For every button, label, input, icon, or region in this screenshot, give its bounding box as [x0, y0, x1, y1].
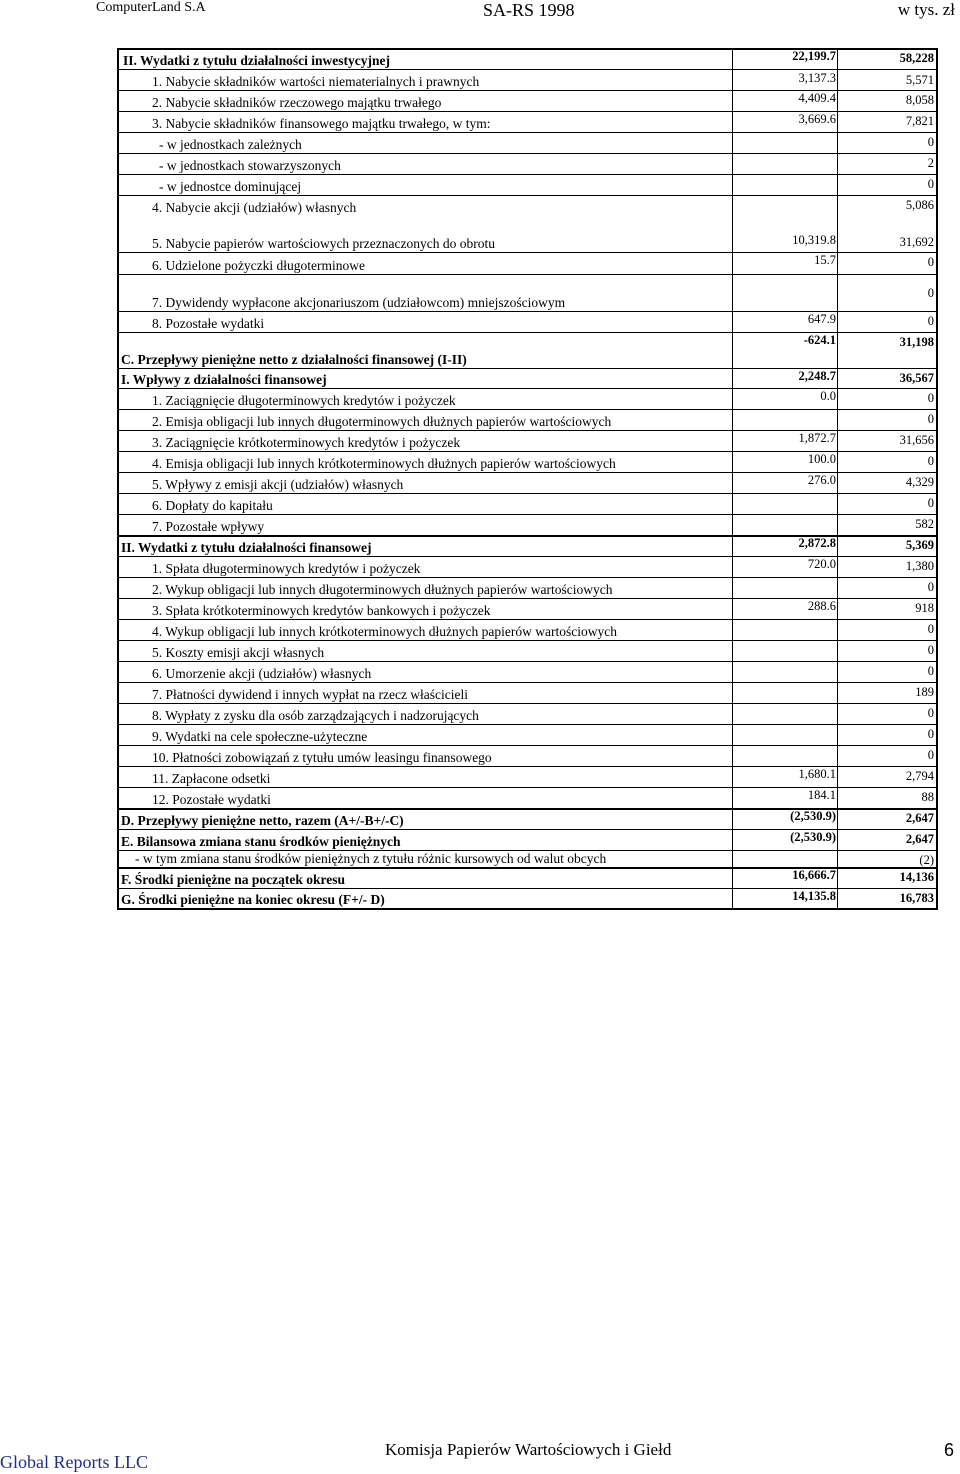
row-label: 7. Dywidendy wypłacone akcjonariuszom (udziałowcom) mniejszościowym	[152, 295, 566, 310]
table-row	[119, 451, 936, 473]
row-label: 5. Nabycie papierów wartościowych przeznaczonych do obrotu	[152, 236, 495, 251]
row-label: 2. Emisja obligacji lub innych długoterminowych dłużnych papierów wartościowych	[152, 414, 612, 429]
table-row	[119, 409, 936, 431]
row-label: 3. Zaciągnięcie krótkoterminowych kredytów i pożyczek	[152, 435, 461, 450]
value-1997: 58,228	[899, 51, 934, 65]
table-row	[119, 514, 936, 537]
table-row	[119, 111, 936, 133]
table-row	[119, 829, 936, 851]
table-row	[119, 766, 936, 788]
value-1998: 22,199.7	[792, 49, 836, 63]
value-1998: 184.1	[807, 788, 836, 802]
value-1998: 14,135.8	[792, 889, 836, 903]
row-label: 6. Dopłaty do kapitału	[152, 498, 273, 513]
table-row	[119, 332, 936, 369]
table-row	[119, 283, 936, 312]
table-row	[119, 48, 936, 70]
value-1997: 31,656	[899, 433, 934, 447]
value-1997: 0	[927, 643, 934, 657]
row-label: 1. Nabycie składników wartości niematerialnych i prawnych	[152, 74, 480, 89]
table-row	[119, 640, 936, 662]
table-row	[119, 598, 936, 620]
footer-publisher: Global Reports LLC	[0, 1452, 148, 1472]
row-label: - w jednostce dominującej	[159, 179, 302, 194]
value-1997: 0	[927, 314, 934, 328]
row-label: 4. Nabycie akcji (udziałów) własnych	[152, 200, 357, 215]
row-label: - w tym zmiana stanu środków pieniężnych z tytułu różnic kursowych od walut obcych	[135, 851, 607, 866]
value-1997: (2)	[919, 853, 934, 867]
value-1997: 31,692	[899, 235, 934, 249]
value-1998: 1,872.7	[798, 431, 836, 445]
table-row	[119, 745, 936, 767]
value-1997: 2,794	[905, 769, 934, 783]
company-name: ComputerLand S.A	[96, 0, 206, 15]
value-1998: 2,872.8	[798, 536, 836, 550]
table-row	[119, 70, 936, 91]
value-1997: 2,647	[905, 832, 934, 846]
table-row	[119, 787, 936, 810]
table-row	[119, 132, 936, 154]
table-row	[119, 619, 936, 641]
value-1997: 0	[927, 391, 934, 405]
value-1997: 16,783	[899, 891, 934, 905]
row-label: 7. Pozostałe wpływy	[152, 519, 265, 534]
row-label: 4. Wykup obligacji lub innych krótkoterminowych dłużnych papierów wartościowych	[152, 624, 617, 639]
value-1997: 0	[927, 664, 934, 678]
row-label: II. Wydatki z tytułu działalności inwestycyjnej	[123, 53, 391, 68]
row-label: D. Przepływy pieniężne netto, razem (A+/-B+/-C)	[121, 813, 404, 828]
row-label: G. Środki pieniężne na koniec okresu (F+/- D)	[121, 892, 385, 907]
table-row	[119, 311, 936, 333]
value-1997: 582	[915, 517, 934, 531]
table-row	[119, 368, 936, 389]
value-1997: 5,369	[905, 538, 934, 552]
value-1997: 31,198	[899, 335, 934, 349]
value-1997: 0	[927, 622, 934, 636]
page-number: 6	[943, 1440, 954, 1460]
table-row	[119, 867, 936, 889]
row-label: F. Środki pieniężne na początek okresu	[121, 872, 346, 887]
value-1997: 36,567	[899, 371, 934, 385]
value-1998: 3,669.6	[798, 112, 836, 126]
table-row	[119, 174, 936, 196]
table-row	[119, 232, 936, 253]
value-1997: 2	[927, 156, 934, 170]
table-row	[119, 90, 936, 112]
row-label: 3. Nabycie składników finansowego majątku trwałego, w tym:	[152, 116, 491, 131]
table-row	[119, 430, 936, 452]
value-1997: 7,821	[905, 114, 934, 128]
table-row	[119, 388, 936, 410]
value-1997: 189	[915, 685, 934, 699]
row-label: - w jednostkach zależnych	[159, 137, 302, 152]
value-1997: 0	[927, 412, 934, 426]
value-1997: 918	[915, 601, 934, 615]
row-label: 6. Udzielone pożyczki długoterminowe	[152, 258, 365, 273]
value-1997: 1,380	[905, 559, 934, 573]
table-row	[119, 493, 936, 515]
value-1997: 0	[927, 496, 934, 510]
value-1998: 276.0	[807, 473, 836, 487]
row-label: - w jednostkach stowarzyszonych	[159, 158, 341, 173]
row-label: 4. Emisja obligacji lub innych krótkoterminowych dłużnych papierów wartościowych	[152, 456, 616, 471]
value-1998: 2,248.7	[798, 369, 836, 383]
value-1998: 15.7	[814, 253, 836, 267]
row-label: 2. Nabycie składników rzeczowego majątku trwałego	[152, 95, 442, 110]
row-label: 3. Spłata krótkoterminowych kredytów bankowych i pożyczek	[152, 603, 491, 618]
value-1998: 1,680.1	[798, 767, 836, 781]
value-1997: 0	[927, 454, 934, 468]
footer-title: Komisja Papierów Wartościowych i Giełd	[385, 1440, 672, 1459]
unit-label: w tys. zł	[897, 0, 955, 19]
value-1997: 88	[921, 790, 934, 804]
value-1998: (2,530.9)	[790, 809, 836, 823]
row-label: 11. Zapłacone odsetki	[152, 771, 271, 786]
table-row	[119, 535, 936, 557]
row-label: 9. Wydatki na cele społeczne-użyteczne	[152, 729, 368, 744]
table-row	[119, 153, 936, 175]
row-label: 1. Zaciągnięcie długoterminowych kredytów i pożyczek	[152, 393, 456, 408]
value-1998: (2,530.9)	[790, 830, 836, 844]
value-1997: 5,086	[905, 198, 934, 212]
value-1998: 16,666.7	[792, 868, 836, 882]
value-1998: 4,409.4	[798, 91, 836, 105]
value-1997: 8,058	[905, 93, 934, 107]
value-1998: 647.9	[807, 312, 836, 326]
row-label: 5. Wpływy z emisji akcji (udziałów) własnych	[152, 477, 404, 492]
value-1997: 0	[927, 255, 934, 269]
row-label: II. Wydatki z tytułu działalności finansowej	[121, 540, 372, 555]
value-1997: 0	[927, 748, 934, 762]
value-1998: 288.6	[807, 599, 836, 613]
row-label: 5. Koszty emisji akcji własnych	[152, 645, 325, 660]
value-1997: 0	[927, 286, 934, 300]
value-1997: 14,136	[899, 870, 934, 884]
value-1997: 4,329	[905, 475, 934, 489]
row-label: C. Przepływy pieniężne netto z działalności finansowej (I-II)	[121, 352, 467, 367]
value-1998: 10,319.8	[792, 233, 836, 247]
value-1998: 720.0	[807, 557, 836, 571]
row-label: 8. Pozostałe wydatki	[152, 316, 265, 331]
table-row	[119, 661, 936, 683]
table-row	[119, 577, 936, 599]
value-1997: 0	[927, 135, 934, 149]
value-1997: 0	[927, 177, 934, 191]
row-label: 12. Pozostałe wydatki	[152, 792, 271, 807]
table-row	[119, 724, 936, 746]
value-1998: -624.1	[803, 333, 836, 347]
row-label: 1. Spłata długoterminowych kredytów i pożyczek	[152, 561, 421, 576]
table-row	[119, 888, 936, 908]
row-label: I. Wpływy z działalności finansowej	[121, 372, 327, 387]
table-row	[119, 703, 936, 725]
row-label: 2. Wykup obligacji lub innych długoterminowych dłużnych papierów wartościowych	[152, 582, 613, 597]
report-code: SA-RS 1998	[483, 0, 575, 20]
row-label: E. Bilansowa zmiana stanu środków pieniężnych	[121, 834, 401, 849]
value-1997: 2,647	[905, 811, 934, 825]
value-1998: 0.0	[820, 389, 836, 403]
table-row	[119, 472, 936, 494]
value-1998: 100.0	[807, 452, 836, 466]
table-row	[119, 808, 936, 830]
row-label: 8. Wypłaty z zysku dla osób zarządzających i nadzorujących	[152, 708, 479, 723]
value-1997: 5,571	[905, 73, 934, 87]
table-row	[119, 195, 936, 216]
row-label: 10. Płatności zobowiązań z tytułu umów leasingu finansowego	[152, 750, 492, 765]
row-label: 7. Płatności dywidend i innych wypłat na rzecz właścicieli	[152, 687, 469, 702]
row-label: 6. Umorzenie akcji (udziałów) własnych	[152, 666, 372, 681]
value-1998: 3,137.3	[798, 71, 836, 85]
table-row	[119, 682, 936, 704]
value-1997: 0	[927, 706, 934, 720]
table-row	[119, 252, 936, 275]
value-1997: 0	[927, 580, 934, 594]
table-row	[119, 556, 936, 578]
value-1997: 0	[927, 727, 934, 741]
